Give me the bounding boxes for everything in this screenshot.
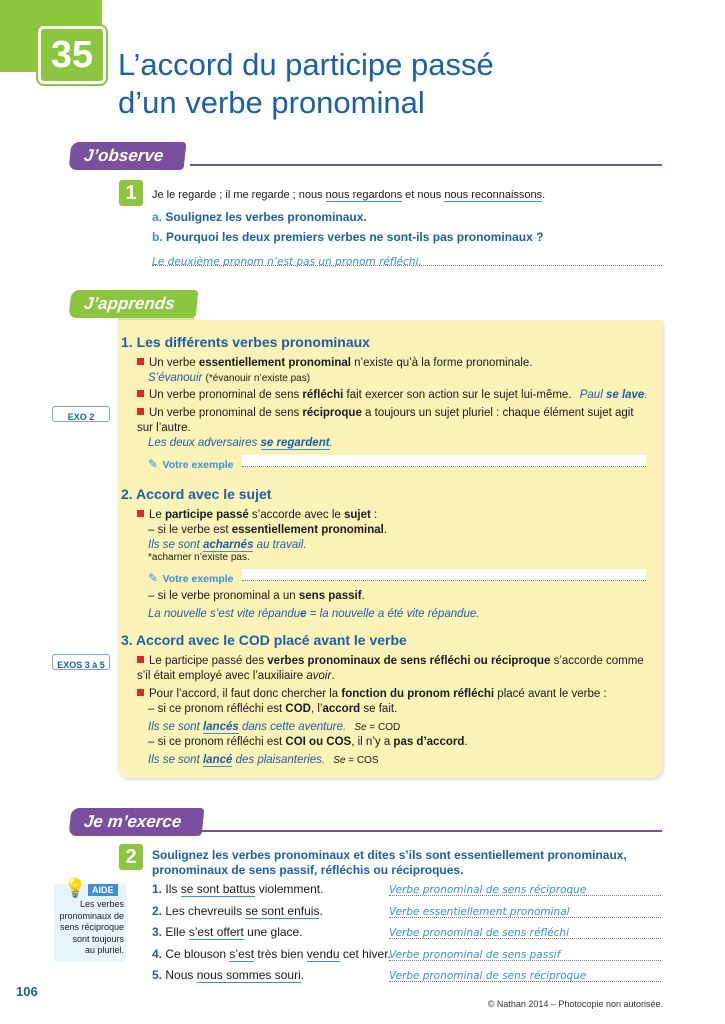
text: Nous — [165, 968, 197, 982]
bullet-square — [137, 656, 144, 663]
text: – si ce pronom réfléchi est — [148, 703, 286, 715]
bullet-square — [137, 408, 144, 415]
question-text: Pourquoi les deux premiers verbes ne sont-ils pas pronominaux ? — [166, 230, 544, 244]
text: , il n’y a — [351, 736, 394, 748]
exercise-item — [152, 882, 664, 904]
text: Se — [333, 755, 346, 766]
lightbulb-icon: 💡 — [64, 878, 87, 898]
underlined-verb: nous regardons — [325, 189, 403, 201]
text: verbes pronominaux de sens réfléchi ou réciproque — [267, 655, 551, 667]
text: fonction du pronom réfléchi — [341, 688, 495, 700]
text: a toujours un sujet pluriel : chaque élément sujet agit sur l’autre. — [137, 407, 634, 434]
bullet2 — [137, 388, 657, 403]
text: cet hiver. — [339, 946, 391, 961]
lesson-title-line1: L’accord du participe passé — [118, 47, 494, 82]
aide-line: pronominaux de — [59, 910, 124, 921]
lesson-title — [118, 46, 494, 122]
text: se lave — [605, 389, 645, 401]
exo2-tag — [52, 406, 110, 422]
observe-line — [190, 164, 662, 166]
s2-example2 — [148, 607, 480, 622]
text: Ils — [165, 882, 181, 896]
text: réciproque — [302, 407, 362, 419]
answer-text: Verbe pronominal de sens réciproque — [389, 884, 587, 896]
text: Elle — [165, 925, 189, 939]
answer-line[interactable] — [389, 925, 661, 939]
example — [580, 389, 648, 401]
text: Se — [354, 722, 367, 733]
underlined-verb: se sont enfuis — [245, 903, 320, 918]
text: fait exercer son action sur le sujet lui-même. — [343, 389, 572, 401]
aide-line: sont toujours — [72, 933, 124, 944]
question-b — [152, 230, 543, 244]
text: Le participe passé des — [149, 655, 268, 667]
votre-exemple-2[interactable] — [148, 569, 646, 583]
s2-bullet — [137, 508, 377, 523]
answer-dots — [242, 455, 646, 467]
question-a — [152, 210, 367, 224]
lesson-number: 35 — [50, 34, 94, 76]
bullet-square — [137, 689, 144, 696]
aide-label: AIDE — [88, 884, 118, 896]
exerce-line — [190, 830, 662, 832]
text: participe passé — [165, 509, 249, 521]
text: Ce blouson — [165, 946, 230, 961]
answer-text: Verbe essentiellement pronominal — [389, 905, 570, 918]
section2-title: 2. Accord avec le sujet — [121, 486, 272, 502]
text: se fait. — [360, 703, 398, 715]
text: Ils se sont — [148, 539, 203, 551]
text: e — [300, 608, 307, 620]
text: . — [644, 389, 648, 401]
text: – si ce pronom réfléchi est — [148, 736, 286, 748]
label: Votre exemple — [162, 459, 234, 471]
text: placé avant le verbe : — [494, 688, 607, 700]
s3-bullet1 — [137, 654, 652, 684]
bullet3-example — [148, 436, 333, 451]
text: essentiellement pronominal — [198, 357, 351, 369]
sentence-part: . — [542, 189, 546, 201]
s3-bullet2 — [137, 687, 652, 702]
text: Un verbe pronominal de sens — [149, 389, 303, 401]
text: se regardent — [260, 437, 330, 449]
instruction-line: pronominaux de sens passif, réfléchis ou réciproques. — [152, 863, 464, 877]
ex1-badge — [119, 180, 143, 206]
label: Votre exemple — [162, 573, 234, 585]
text: . — [331, 670, 335, 682]
text: dans cette aventure. — [238, 721, 347, 733]
s2-note: *acharner n’existe pas. — [148, 552, 250, 563]
text: réfléchi — [302, 389, 344, 401]
text: COI ou COS — [285, 736, 352, 748]
ex2-number: 2 — [125, 846, 137, 868]
question-letter: a. — [152, 210, 163, 224]
text: avoir — [306, 670, 332, 682]
answer-text: Le deuxième pronom n’est pas un pronom réfléchi. — [152, 256, 422, 268]
exercise-item — [152, 925, 664, 947]
text: = COD — [366, 722, 401, 733]
underlined-verb: se sont battus — [180, 882, 256, 896]
sentence-part: Je le regarde ; il me regarde ; nous — [152, 189, 326, 201]
question-letter: b. — [152, 230, 163, 244]
copyright: © Nathan 2014 – Photocopie non autorisée. — [487, 999, 663, 1009]
exos-tag — [52, 654, 110, 670]
text: accord — [322, 703, 361, 715]
underlined-verb: nous sommes souri — [196, 968, 301, 982]
text: = la nouvelle a été vite répandue. — [306, 608, 480, 620]
text: Le — [149, 509, 165, 521]
text: Un verbe pronominal de sens — [149, 407, 303, 419]
s3-line2 — [148, 735, 468, 750]
instruction-line: Soulignez les verbes pronominaux et dites s’ils sont essentiellement pronominaux, — [152, 848, 627, 862]
text: des plaisanteries. — [232, 754, 326, 766]
underlined-verb: s’est — [229, 946, 255, 961]
exerce-tab: Je m’exerce — [69, 808, 205, 836]
underlined-verb: vendu — [306, 946, 340, 961]
item-number: 5. — [152, 968, 163, 982]
text: . — [361, 590, 365, 602]
ex2-badge — [119, 844, 143, 870]
aide-text — [56, 899, 124, 957]
section1-title: 1. Les différents verbes pronominaux — [121, 334, 370, 350]
bullet-square — [137, 510, 144, 517]
text: COD — [285, 703, 311, 715]
answer-line[interactable] — [389, 968, 661, 982]
pencil-icon: ✎ — [148, 457, 159, 471]
observe-tab: J’observe — [69, 142, 187, 170]
underlined-verb: s’est offert — [188, 925, 244, 939]
text: très bien — [254, 946, 307, 961]
text: s’accorde avec le — [248, 509, 344, 521]
text: : — [370, 509, 378, 521]
text: violemment. — [255, 882, 324, 896]
s3-example1 — [148, 720, 400, 735]
ex2-instruction — [152, 848, 627, 878]
text: sujet — [343, 509, 371, 521]
exercise-list — [152, 882, 664, 990]
text: essentiellement pronominal — [231, 524, 384, 536]
votre-exemple-1[interactable] — [148, 455, 646, 469]
text: une glace. — [243, 925, 303, 939]
exo-label: EXOS 3 à 5 — [57, 660, 105, 670]
aide-line: sens réciproque — [59, 922, 124, 932]
text: Les chevreuils — [165, 903, 246, 918]
underlined-verb: nous reconnaissons — [444, 189, 543, 201]
apprends-tab: J’apprends — [69, 290, 199, 318]
aide-line: au pluriel. — [84, 945, 124, 955]
exo-label: EXO 2 — [67, 412, 95, 422]
lesson-title-line2: d’un verbe pronominal — [118, 85, 425, 120]
text: – si le verbe pronominal a un — [148, 590, 299, 602]
s2-line1 — [148, 523, 387, 538]
text: Un verbe — [149, 357, 199, 369]
text: , l’ — [310, 703, 323, 715]
text: acharnés — [202, 539, 254, 551]
text: . — [300, 968, 305, 982]
text: Pour l’accord, il faut donc chercher la — [149, 688, 342, 700]
item-number: 1. — [152, 882, 163, 896]
text: pas d’accord — [393, 736, 465, 748]
text: Paul — [579, 389, 606, 401]
bullet-square — [137, 390, 144, 397]
s2-line2 — [148, 589, 365, 604]
item-number: 2. — [152, 903, 163, 918]
text: lancé — [202, 754, 233, 766]
text: n’existe qu’à la forme pronominale. — [350, 357, 533, 369]
answer-line — [152, 252, 662, 266]
text: = COS — [345, 755, 379, 766]
text: Ils se sont — [148, 721, 203, 733]
ex1-number: 1 — [125, 182, 137, 204]
exercise-item — [152, 968, 664, 990]
exercise-item — [152, 947, 664, 969]
aide-line: Les verbes — [79, 899, 124, 909]
text: lancés — [202, 721, 239, 733]
bullet1-example — [148, 371, 310, 386]
text: . — [319, 903, 323, 918]
s3-example2 — [148, 753, 379, 768]
bullet3 — [137, 406, 652, 436]
answer-text: Verbe pronominal de sens passif — [389, 948, 561, 961]
text: . — [464, 736, 468, 748]
text: . — [329, 437, 333, 449]
answer-dots — [242, 569, 646, 581]
item-number: 3. — [152, 925, 163, 939]
note: (*évanouir n’existe pas) — [205, 373, 311, 384]
bullet-square — [137, 358, 144, 365]
answer-text: Verbe pronominal de sens réciproque — [389, 970, 587, 982]
answer-line[interactable] — [389, 882, 661, 896]
text: Ils se sont — [148, 754, 203, 766]
section3-title: 3. Accord avec le COD placé avant le verbe — [121, 632, 407, 648]
bullet1 — [137, 356, 652, 371]
text: La nouvelle s’est vite répandu — [148, 608, 301, 620]
exercise-item — [152, 904, 664, 926]
example: S’évanouir — [148, 372, 203, 384]
answer-line[interactable] — [389, 947, 661, 961]
sentence-part: et nous — [402, 189, 445, 201]
text: . — [383, 524, 388, 536]
text: sens passif — [298, 590, 362, 602]
ex1-sentence — [152, 188, 545, 203]
question-text: Soulignez les verbes pronominaux. — [165, 210, 367, 224]
answer-text: Verbe pronominal de sens réfléchi — [389, 927, 570, 939]
text: – si le verbe est — [148, 524, 232, 536]
item-number: 4. — [152, 946, 163, 961]
page-number: 106 — [16, 984, 38, 999]
text: s’accorde comme s’il était employé avec l’auxiliaire — [137, 655, 644, 682]
s3-line1 — [148, 702, 397, 717]
s2-example — [148, 538, 307, 553]
lesson-number-badge — [38, 26, 106, 84]
answer-line[interactable] — [389, 904, 661, 918]
text: Les deux adversaires — [148, 437, 261, 449]
text: au travail. — [253, 539, 307, 551]
pencil-icon: ✎ — [148, 571, 159, 585]
